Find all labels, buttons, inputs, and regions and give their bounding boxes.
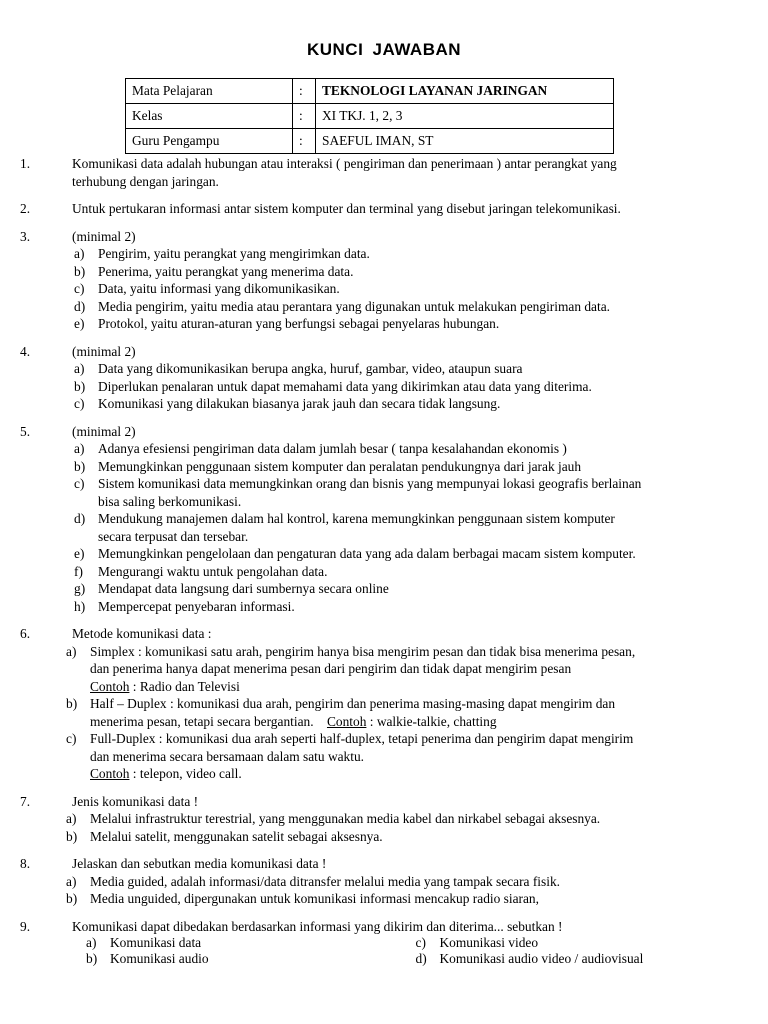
list-item [66,873,745,891]
item-text: Media pengirim, yaitu media atau perantara yang digunakan untuk melakukan pengiriman data. [98,298,611,314]
info-value: SAEFUL IMAN, ST [316,129,614,154]
item-text: secara terpusat dan tersebar. [98,528,249,544]
item-text: Media guided, adalah informasi/data ditransfer melalui media yang tampak secara fisik. [90,873,560,889]
question-5 [20,423,745,616]
question-number: 3. [20,228,31,244]
item-text: Komunikasi data [110,935,202,950]
item-label: b) [74,263,86,279]
info-separator: : [293,79,316,104]
list-item [86,951,416,967]
question-7 [20,793,745,846]
question-text: Jelaskan dan sebutkan media komunikasi data ! [72,856,327,871]
item-label: c) [74,476,85,491]
question-text: Jenis komunikasi data ! [72,793,199,809]
item-label: f) [74,563,83,579]
item-text: dan penerima hanya dapat menerima pesan dari pengirim dan tidak dapat mengirim pesan [90,661,572,676]
info-label: Guru Pengampu [126,129,293,154]
answer-list [20,155,745,967]
question-text: (minimal 2) [72,423,136,439]
answer-text: Untuk pertukaran informasi antar sistem komputer dan terminal yang disebut jaringan telekomunikasi. [72,201,621,216]
list-item [74,475,745,510]
item-text: Mengurangi waktu untuk pengolahan data. [98,563,328,579]
item-label: h) [74,598,86,614]
example-text: : walkie-talkie, chatting [366,713,497,729]
question-text: (minimal 2) [72,343,136,359]
info-separator: : [293,129,316,154]
item-label: a) [74,441,85,456]
list-item [74,545,745,563]
item-text: Komunikasi audio video / audiovisual [439,951,644,966]
item-text: Protokol, yaitu aturan-aturan yang berfungsi sebagai penyelaras hubungan. [98,316,500,331]
question-number: 8. [20,856,31,871]
question-text: Komunikasi dapat dibedakan berdasarkan informasi yang dikirim dan diterima... sebutkan ! [72,918,563,934]
question-6 [20,625,745,783]
item-label: b) [86,951,98,966]
list-item [74,598,745,616]
item-text: Simplex : komunikasi satu arah, pengirim hanya bisa mengirim pesan dan tidak bisa menerima pesan, [90,643,636,659]
list-item [74,378,745,396]
item-text: menerima pesan, tetapi secara bergantian. [90,713,327,729]
item-label: b) [66,891,78,906]
item-text: Mendapat data langsung dari sumbernya secara online [98,581,389,596]
item-text: Melalui infrastruktur terestrial, yang menggunakan media kabel dan nirkabel sebagai aksesnya. [90,811,601,826]
list-item [66,730,745,783]
item-label: b) [74,458,86,474]
info-label: Mata Pelajaran [126,79,293,104]
info-row-class [126,104,614,129]
question-3 [20,228,745,333]
info-row-teacher [126,129,614,154]
item-label: e) [74,316,85,331]
list-item [74,315,745,333]
item-text: Komunikasi video [439,935,539,950]
example-text: : Radio dan Televisi [129,678,240,694]
item-label: d) [74,298,86,314]
question-number: 6. [20,626,31,641]
list-item [66,810,745,828]
item-label: b) [66,828,78,844]
item-text: Penerima, yaitu perangkat yang menerima data. [98,263,354,279]
list-item [74,510,745,545]
info-separator: : [293,104,316,129]
question-text: (minimal 2) [72,228,136,244]
list-item [74,245,745,263]
question-number: 9. [20,918,31,934]
info-value: XI TKJ. 1, 2, 3 [316,104,614,129]
question-2 [20,200,745,218]
item-text: Pengirim, yaitu perangkat yang mengirimkan data. [98,246,370,261]
question-1 [20,155,745,190]
list-item [74,563,745,581]
item-text: Diperlukan penalaran untuk dapat memahami data yang dikirimkan atau data yang diterima. [98,378,592,394]
list-item [416,951,746,967]
item-label: a) [66,811,77,826]
item-label: b) [74,378,86,394]
item-label: d) [74,511,86,526]
item-text: Komunikasi audio [110,951,209,966]
question-number: 4. [20,343,31,359]
page-title: KUNCI JAWABAN [306,40,462,59]
item-text: Data, yaitu informasi yang dikomunikasikan. [98,281,340,296]
item-label: c) [74,396,85,411]
item-label: c) [415,935,426,950]
list-item [66,643,745,696]
question-8 [20,855,745,908]
question-text: Metode komunikasi data : [72,626,212,641]
item-text: Sistem komunikasi data memungkinkan orang dan bisnis yang mempunyai lokasi geografis berlainan [98,476,642,491]
item-label: c) [66,731,77,746]
item-text: dan menerima secara bersamaan dalam satu waktu. [90,748,365,764]
question-number: 7. [20,793,31,809]
item-text: Mendukung manajemen dalam hal kontrol, karena memungkinkan penggunaan sistem komputer [98,511,615,526]
question-number: 2. [20,201,31,216]
list-item [74,440,745,458]
question-9 [20,918,745,968]
item-label: e) [74,546,85,561]
item-text: Full-Duplex : komunikasi dua arah seperti half-duplex, tetapi penerima dan pengirim dapat mengirim [90,731,634,746]
example-label: Contoh [90,766,130,781]
item-label: a) [66,873,77,889]
example-label: Contoh [326,713,367,729]
list-item [416,935,746,951]
item-text: Melalui satelit, menggunakan satelit sebagai aksesnya. [90,828,383,844]
list-item [74,580,745,598]
item-label: g) [74,581,86,596]
example-text: : telepon, video call. [129,766,242,781]
item-text: Memungkinkan penggunaan sistem komputer dan peralatan pendukungnya dari jarak jauh [98,458,582,474]
item-text: Komunikasi yang dilakukan biasanya jarak jauh dan secara tidak langsung. [98,396,501,411]
item-label: c) [74,281,85,296]
item-text: Mempercepat penyebaran informasi. [98,598,295,614]
answer-text: Komunikasi data adalah hubungan atau interaksi ( pengiriman dan penerimaan ) antar perangkat yang [72,156,617,171]
info-value: TEKNOLOGI LAYANAN JARINGAN [316,79,614,104]
item-label: a) [66,643,77,659]
list-item [74,360,745,378]
item-label: a) [86,935,97,950]
item-label: d) [415,951,427,966]
list-item [74,280,745,298]
list-item [74,458,745,476]
info-table [125,78,614,154]
item-text: bisa saling berkomunikasi. [98,493,242,509]
options-grid [86,935,745,967]
info-row-subject [126,79,614,104]
item-text: Data yang dikomunikasikan berupa angka, huruf, gambar, video, ataupun suara [98,361,523,376]
list-item [74,298,745,316]
item-text: Memungkinkan pengelolaan dan pengaturan data yang ada dalam berbagai macam sistem komputer. [98,546,636,561]
list-item [74,263,745,281]
item-label: a) [74,361,85,376]
info-label: Kelas [126,104,293,129]
list-item [66,828,745,846]
item-label: b) [66,696,78,711]
question-4 [20,343,745,413]
question-number: 1. [20,156,31,171]
example-label: Contoh [90,678,130,694]
answer-text: terhubung dengan jaringan. [72,173,219,189]
list-item [86,935,416,951]
item-text: Media unguided, dipergunakan untuk komunikasi informasi mencakup radio siaran, [90,891,539,906]
item-text: Adanya efesiensi pengiriman data dalam jumlah besar ( tanpa kesalahandan ekonomis ) [98,441,567,456]
item-text: Half – Duplex : komunikasi dua arah, pengirim dan penerima masing-masing dapat mengirim dan [90,696,616,711]
list-item [66,695,745,730]
list-item [74,395,745,413]
question-number: 5. [20,423,31,439]
item-label: a) [74,246,85,261]
list-item [66,890,745,908]
